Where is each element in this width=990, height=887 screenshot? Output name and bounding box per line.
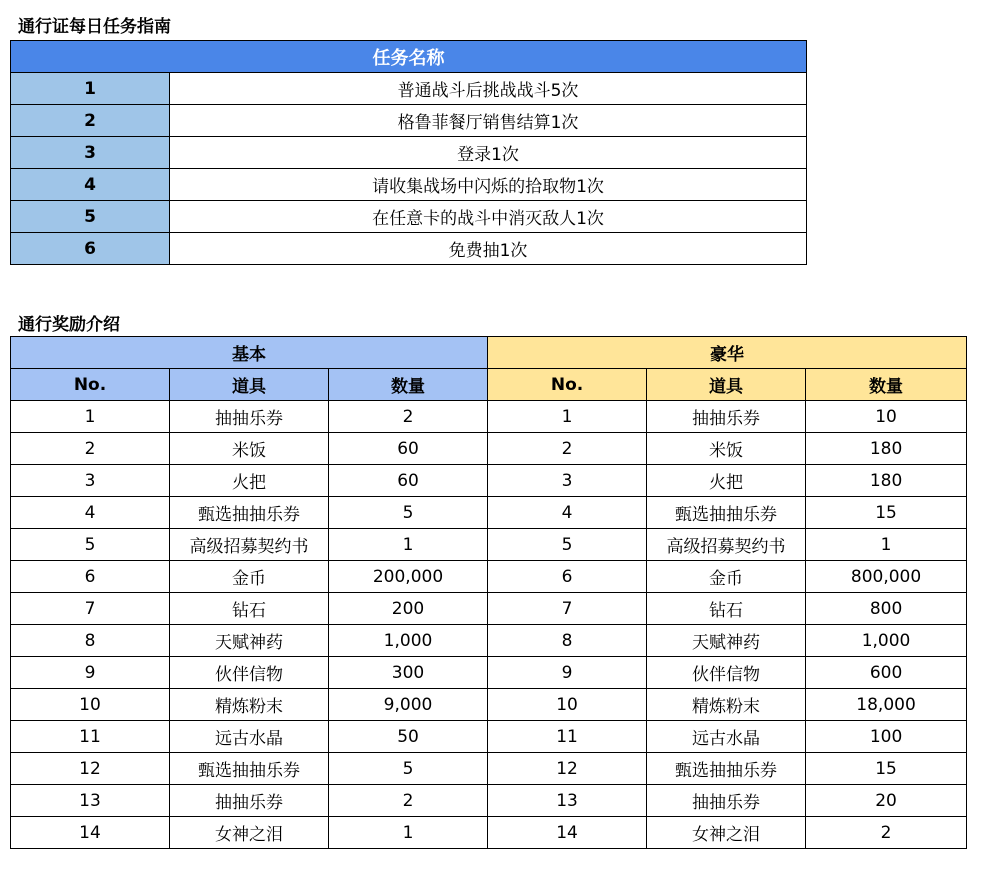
luxury-qty-cell: 180 [806, 465, 967, 497]
basic-no-cell: 1 [11, 401, 170, 433]
basic-qty-header: 数量 [329, 369, 488, 401]
basic-no-header: No. [11, 369, 170, 401]
reward-table [10, 336, 967, 849]
basic-qty-cell: 2 [329, 401, 488, 433]
luxury-no-cell: 13 [488, 785, 647, 817]
task-row [11, 137, 807, 169]
basic-no-cell: 9 [11, 657, 170, 689]
basic-no-cell: 10 [11, 689, 170, 721]
luxury-no-cell: 1 [488, 401, 647, 433]
basic-header: 基本 [11, 337, 488, 369]
luxury-no-header: No. [488, 369, 647, 401]
reward-row [11, 721, 967, 753]
task-row [11, 105, 807, 137]
task-name: 登录1次 [170, 137, 807, 169]
luxury-item-cell: 伙伴信物 [647, 657, 806, 689]
luxury-qty-cell: 180 [806, 433, 967, 465]
task-number: 3 [11, 137, 170, 169]
basic-item-cell: 女神之泪 [170, 817, 329, 849]
reward-column-header-row [11, 369, 967, 401]
task-name: 请收集战场中闪烁的拾取物1次 [170, 169, 807, 201]
reward-row [11, 561, 967, 593]
basic-qty-cell: 60 [329, 465, 488, 497]
basic-no-cell: 14 [11, 817, 170, 849]
reward-row [11, 593, 967, 625]
luxury-item-cell: 天赋神药 [647, 625, 806, 657]
reward-row [11, 657, 967, 689]
luxury-no-cell: 14 [488, 817, 647, 849]
task-number: 5 [11, 201, 170, 233]
task-guide-title: 通行证每日任务指南 [18, 17, 171, 37]
task-name: 格鲁菲餐厅销售结算1次 [170, 105, 807, 137]
basic-no-cell: 8 [11, 625, 170, 657]
basic-qty-cell: 50 [329, 721, 488, 753]
luxury-item-cell: 金币 [647, 561, 806, 593]
luxury-item-cell: 甄选抽抽乐券 [647, 497, 806, 529]
basic-item-cell: 米饭 [170, 433, 329, 465]
basic-item-cell: 钻石 [170, 593, 329, 625]
luxury-no-cell: 12 [488, 753, 647, 785]
reward-row [11, 401, 967, 433]
luxury-item-cell: 女神之泪 [647, 817, 806, 849]
task-row [11, 169, 807, 201]
luxury-item-cell: 远古水晶 [647, 721, 806, 753]
reward-row [11, 817, 967, 849]
task-row [11, 233, 807, 265]
basic-qty-cell: 300 [329, 657, 488, 689]
basic-qty-cell: 1 [329, 817, 488, 849]
basic-qty-cell: 2 [329, 785, 488, 817]
basic-item-cell: 高级招募契约书 [170, 529, 329, 561]
task-number: 6 [11, 233, 170, 265]
basic-qty-cell: 60 [329, 433, 488, 465]
luxury-no-cell: 7 [488, 593, 647, 625]
task-row [11, 201, 807, 233]
reward-row [11, 433, 967, 465]
luxury-qty-cell: 10 [806, 401, 967, 433]
luxury-item-cell: 火把 [647, 465, 806, 497]
luxury-no-cell: 10 [488, 689, 647, 721]
task-number: 4 [11, 169, 170, 201]
luxury-qty-cell: 18,000 [806, 689, 967, 721]
basic-item-cell: 伙伴信物 [170, 657, 329, 689]
luxury-qty-cell: 1,000 [806, 625, 967, 657]
luxury-item-cell: 钻石 [647, 593, 806, 625]
reward-row [11, 529, 967, 561]
luxury-no-cell: 2 [488, 433, 647, 465]
luxury-item-cell: 米饭 [647, 433, 806, 465]
reward-row [11, 689, 967, 721]
basic-qty-cell: 200,000 [329, 561, 488, 593]
basic-item-cell: 甄选抽抽乐券 [170, 497, 329, 529]
basic-item-cell: 天赋神药 [170, 625, 329, 657]
reward-intro-title: 通行奖励介绍 [18, 315, 120, 335]
luxury-item-header: 道具 [647, 369, 806, 401]
luxury-qty-cell: 600 [806, 657, 967, 689]
basic-no-cell: 13 [11, 785, 170, 817]
luxury-qty-cell: 800,000 [806, 561, 967, 593]
basic-qty-cell: 200 [329, 593, 488, 625]
luxury-item-cell: 高级招募契约书 [647, 529, 806, 561]
reward-group-header-row [11, 337, 967, 369]
luxury-header: 豪华 [488, 337, 967, 369]
basic-qty-cell: 9,000 [329, 689, 488, 721]
reward-row [11, 785, 967, 817]
luxury-no-cell: 4 [488, 497, 647, 529]
reward-row [11, 753, 967, 785]
luxury-no-cell: 5 [488, 529, 647, 561]
luxury-qty-cell: 800 [806, 593, 967, 625]
task-table-header-row [11, 41, 807, 73]
basic-no-cell: 2 [11, 433, 170, 465]
basic-qty-cell: 1,000 [329, 625, 488, 657]
task-name: 免费抽1次 [170, 233, 807, 265]
task-name: 在任意卡的战斗中消灭敌人1次 [170, 201, 807, 233]
task-name: 普通战斗后挑战战斗5次 [170, 73, 807, 105]
basic-item-header: 道具 [170, 369, 329, 401]
basic-no-cell: 5 [11, 529, 170, 561]
basic-item-cell: 精炼粉末 [170, 689, 329, 721]
basic-item-cell: 抽抽乐券 [170, 401, 329, 433]
luxury-qty-cell: 20 [806, 785, 967, 817]
basic-item-cell: 甄选抽抽乐券 [170, 753, 329, 785]
luxury-item-cell: 抽抽乐券 [647, 785, 806, 817]
luxury-item-cell: 抽抽乐券 [647, 401, 806, 433]
luxury-qty-cell: 2 [806, 817, 967, 849]
task-number: 2 [11, 105, 170, 137]
reward-row [11, 625, 967, 657]
luxury-no-cell: 3 [488, 465, 647, 497]
basic-item-cell: 火把 [170, 465, 329, 497]
luxury-item-cell: 精炼粉末 [647, 689, 806, 721]
task-table [10, 40, 807, 265]
basic-item-cell: 金币 [170, 561, 329, 593]
basic-qty-cell: 5 [329, 753, 488, 785]
basic-item-cell: 抽抽乐券 [170, 785, 329, 817]
luxury-no-cell: 9 [488, 657, 647, 689]
basic-qty-cell: 5 [329, 497, 488, 529]
luxury-qty-cell: 15 [806, 753, 967, 785]
basic-no-cell: 12 [11, 753, 170, 785]
luxury-qty-cell: 15 [806, 497, 967, 529]
luxury-no-cell: 11 [488, 721, 647, 753]
basic-no-cell: 6 [11, 561, 170, 593]
basic-no-cell: 7 [11, 593, 170, 625]
luxury-qty-cell: 1 [806, 529, 967, 561]
task-row [11, 73, 807, 105]
basic-item-cell: 远古水晶 [170, 721, 329, 753]
luxury-item-cell: 甄选抽抽乐券 [647, 753, 806, 785]
reward-row [11, 497, 967, 529]
basic-qty-cell: 1 [329, 529, 488, 561]
task-number: 1 [11, 73, 170, 105]
reward-row [11, 465, 967, 497]
task-name-header: 任务名称 [11, 41, 807, 73]
luxury-qty-header: 数量 [806, 369, 967, 401]
luxury-no-cell: 6 [488, 561, 647, 593]
luxury-qty-cell: 100 [806, 721, 967, 753]
basic-no-cell: 4 [11, 497, 170, 529]
basic-no-cell: 3 [11, 465, 170, 497]
basic-no-cell: 11 [11, 721, 170, 753]
luxury-no-cell: 8 [488, 625, 647, 657]
